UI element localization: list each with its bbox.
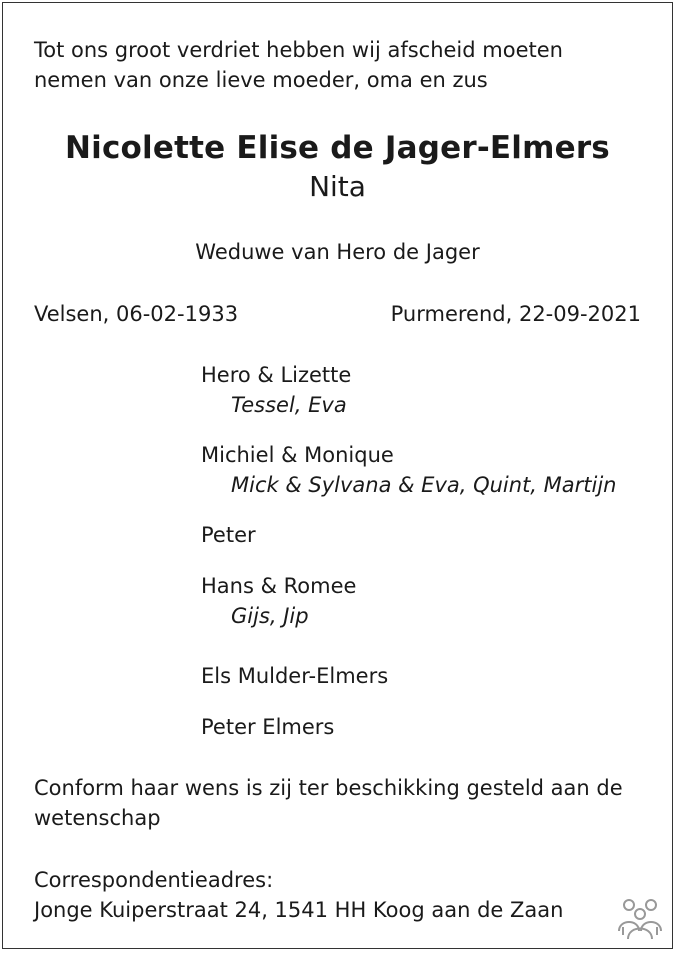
family-parents: Hero & Lizette [201, 363, 352, 387]
family-children: Gijs, Jip [231, 604, 309, 628]
correspondence-block [34, 865, 563, 925]
family-parents: Michiel & Monique [201, 443, 394, 467]
people-group-icon [615, 897, 665, 941]
intro-line-2: nemen van onze lieve moeder, oma en zus [34, 68, 488, 92]
intro-text [34, 35, 563, 95]
family-children: Tessel, Eva [231, 393, 347, 417]
sibling-name: Peter Elmers [201, 715, 335, 739]
intro-line-1: Tot ons groot verdriet hebben wij afscheid moeten [34, 38, 563, 62]
sibling-name: Els Mulder-Elmers [201, 664, 389, 688]
closing-line-1: Conform haar wens is zij ter beschikking gesteld aan de [34, 776, 623, 800]
deceased-name: Nicolette Elise de Jager-Elmers [65, 130, 610, 166]
deceased-nickname: Nita [309, 170, 366, 203]
birth-place-date: Velsen, 06-02-1933 [34, 302, 239, 326]
correspondence-address: Jonge Kuiperstraat 24, 1541 HH Koog aan de Zaan [34, 898, 564, 922]
closing-line-2: wetenschap [34, 806, 161, 830]
correspondence-label: Correspondentieadres: [34, 868, 274, 892]
family-parents: Hans & Romee [201, 574, 357, 598]
family-parents: Peter [201, 523, 256, 547]
closing-text [34, 773, 623, 833]
obituary-card [2, 2, 673, 949]
family-children: Mick & Sylvana & Eva, Quint, Martijn [231, 473, 617, 497]
widow-of-text: Weduwe van Hero de Jager [195, 240, 480, 264]
death-place-date: Purmerend, 22-09-2021 [390, 302, 641, 326]
